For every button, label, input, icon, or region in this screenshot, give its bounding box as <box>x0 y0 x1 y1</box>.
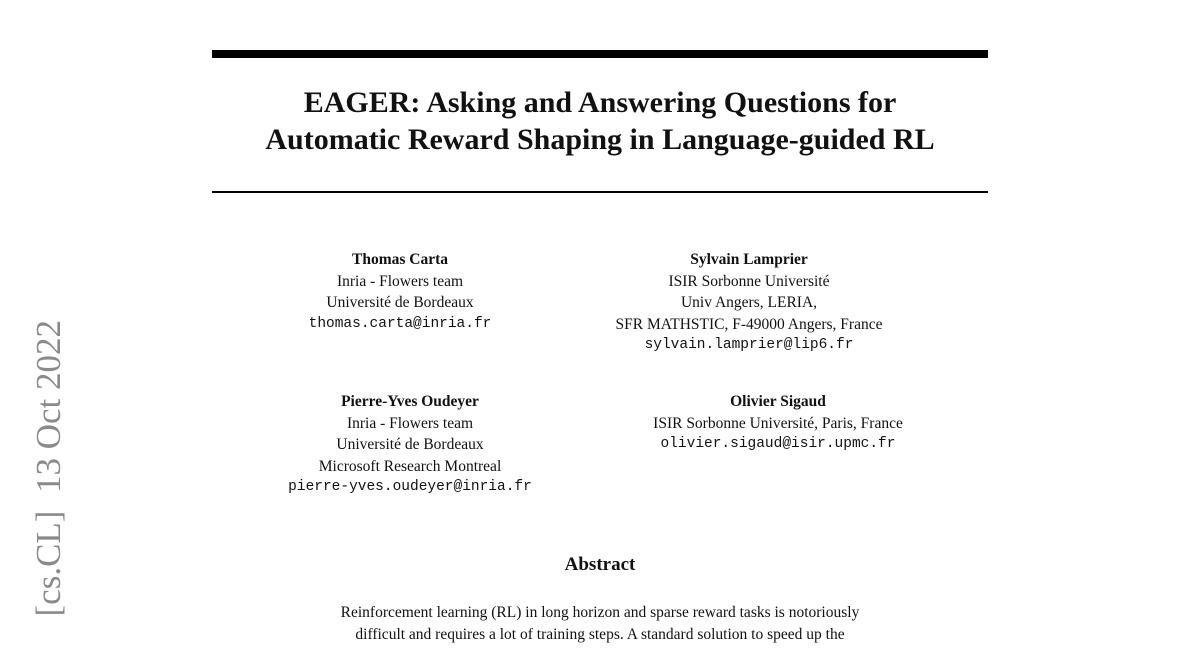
abstract-line: Reinforcement learning (RL) in long horizon and sparse reward tasks is notoriously <box>340 604 860 621</box>
author-name: Sylvain Lamprier <box>690 251 808 268</box>
author-block-thomas-carta <box>280 249 520 335</box>
title-line-1: EAGER: Asking and Answering Questions for <box>303 86 897 119</box>
author-affiliation: Univ Angers, LERIA, <box>680 294 818 311</box>
author-email: pierre-yves.oudeyer@inria.fr <box>288 479 532 495</box>
arxiv-stamp-svg <box>10 320 90 650</box>
author-affiliation: Inria - Flowers team <box>346 414 474 432</box>
paper-title <box>212 84 988 158</box>
title-top-rule <box>212 50 988 58</box>
abstract-line: difficult and requires a lot of training steps. A standard solution to speed up the <box>355 625 845 643</box>
author-name: Pierre-Yves Oudeyer <box>341 393 479 410</box>
author-email: olivier.sigaud@isir.upmc.fr <box>660 436 896 452</box>
author-block-sylvain-lamprier <box>568 249 930 357</box>
author-affiliation: ISIR Sorbonne Université, Paris, France <box>653 414 903 432</box>
abstract-heading: Abstract <box>564 554 636 575</box>
abstract-body <box>262 602 938 645</box>
arxiv-side-stamp <box>10 320 90 650</box>
author-affiliation: Inria - Flowers team <box>336 272 464 290</box>
author-affiliation: SFR MATHSTIC, F-49000 Angers, France <box>615 315 883 333</box>
author-affiliation: Université de Bordeaux <box>326 294 474 311</box>
title-line-2: Automatic Reward Shaping in Language-guided RL <box>265 123 935 156</box>
author-affiliation: Université de Bordeaux <box>336 436 484 453</box>
author-block-olivier-sigaud <box>610 391 946 456</box>
author-email: sylvain.lamprier@lip6.fr <box>644 337 854 353</box>
author-affiliation: ISIR Sorbonne Université <box>668 272 830 290</box>
author-affiliation: Microsoft Research Montreal <box>318 457 502 475</box>
author-name: Olivier Sigaud <box>730 393 826 410</box>
author-name: Thomas Carta <box>351 251 448 268</box>
author-email: thomas.carta@inria.fr <box>308 315 492 332</box>
title-bottom-rule <box>212 191 988 193</box>
arxiv-stamp-text: [cs.CL] 13 Oct 2022 <box>29 320 69 617</box>
author-block-pierre-yves-oudeyer <box>260 391 560 499</box>
